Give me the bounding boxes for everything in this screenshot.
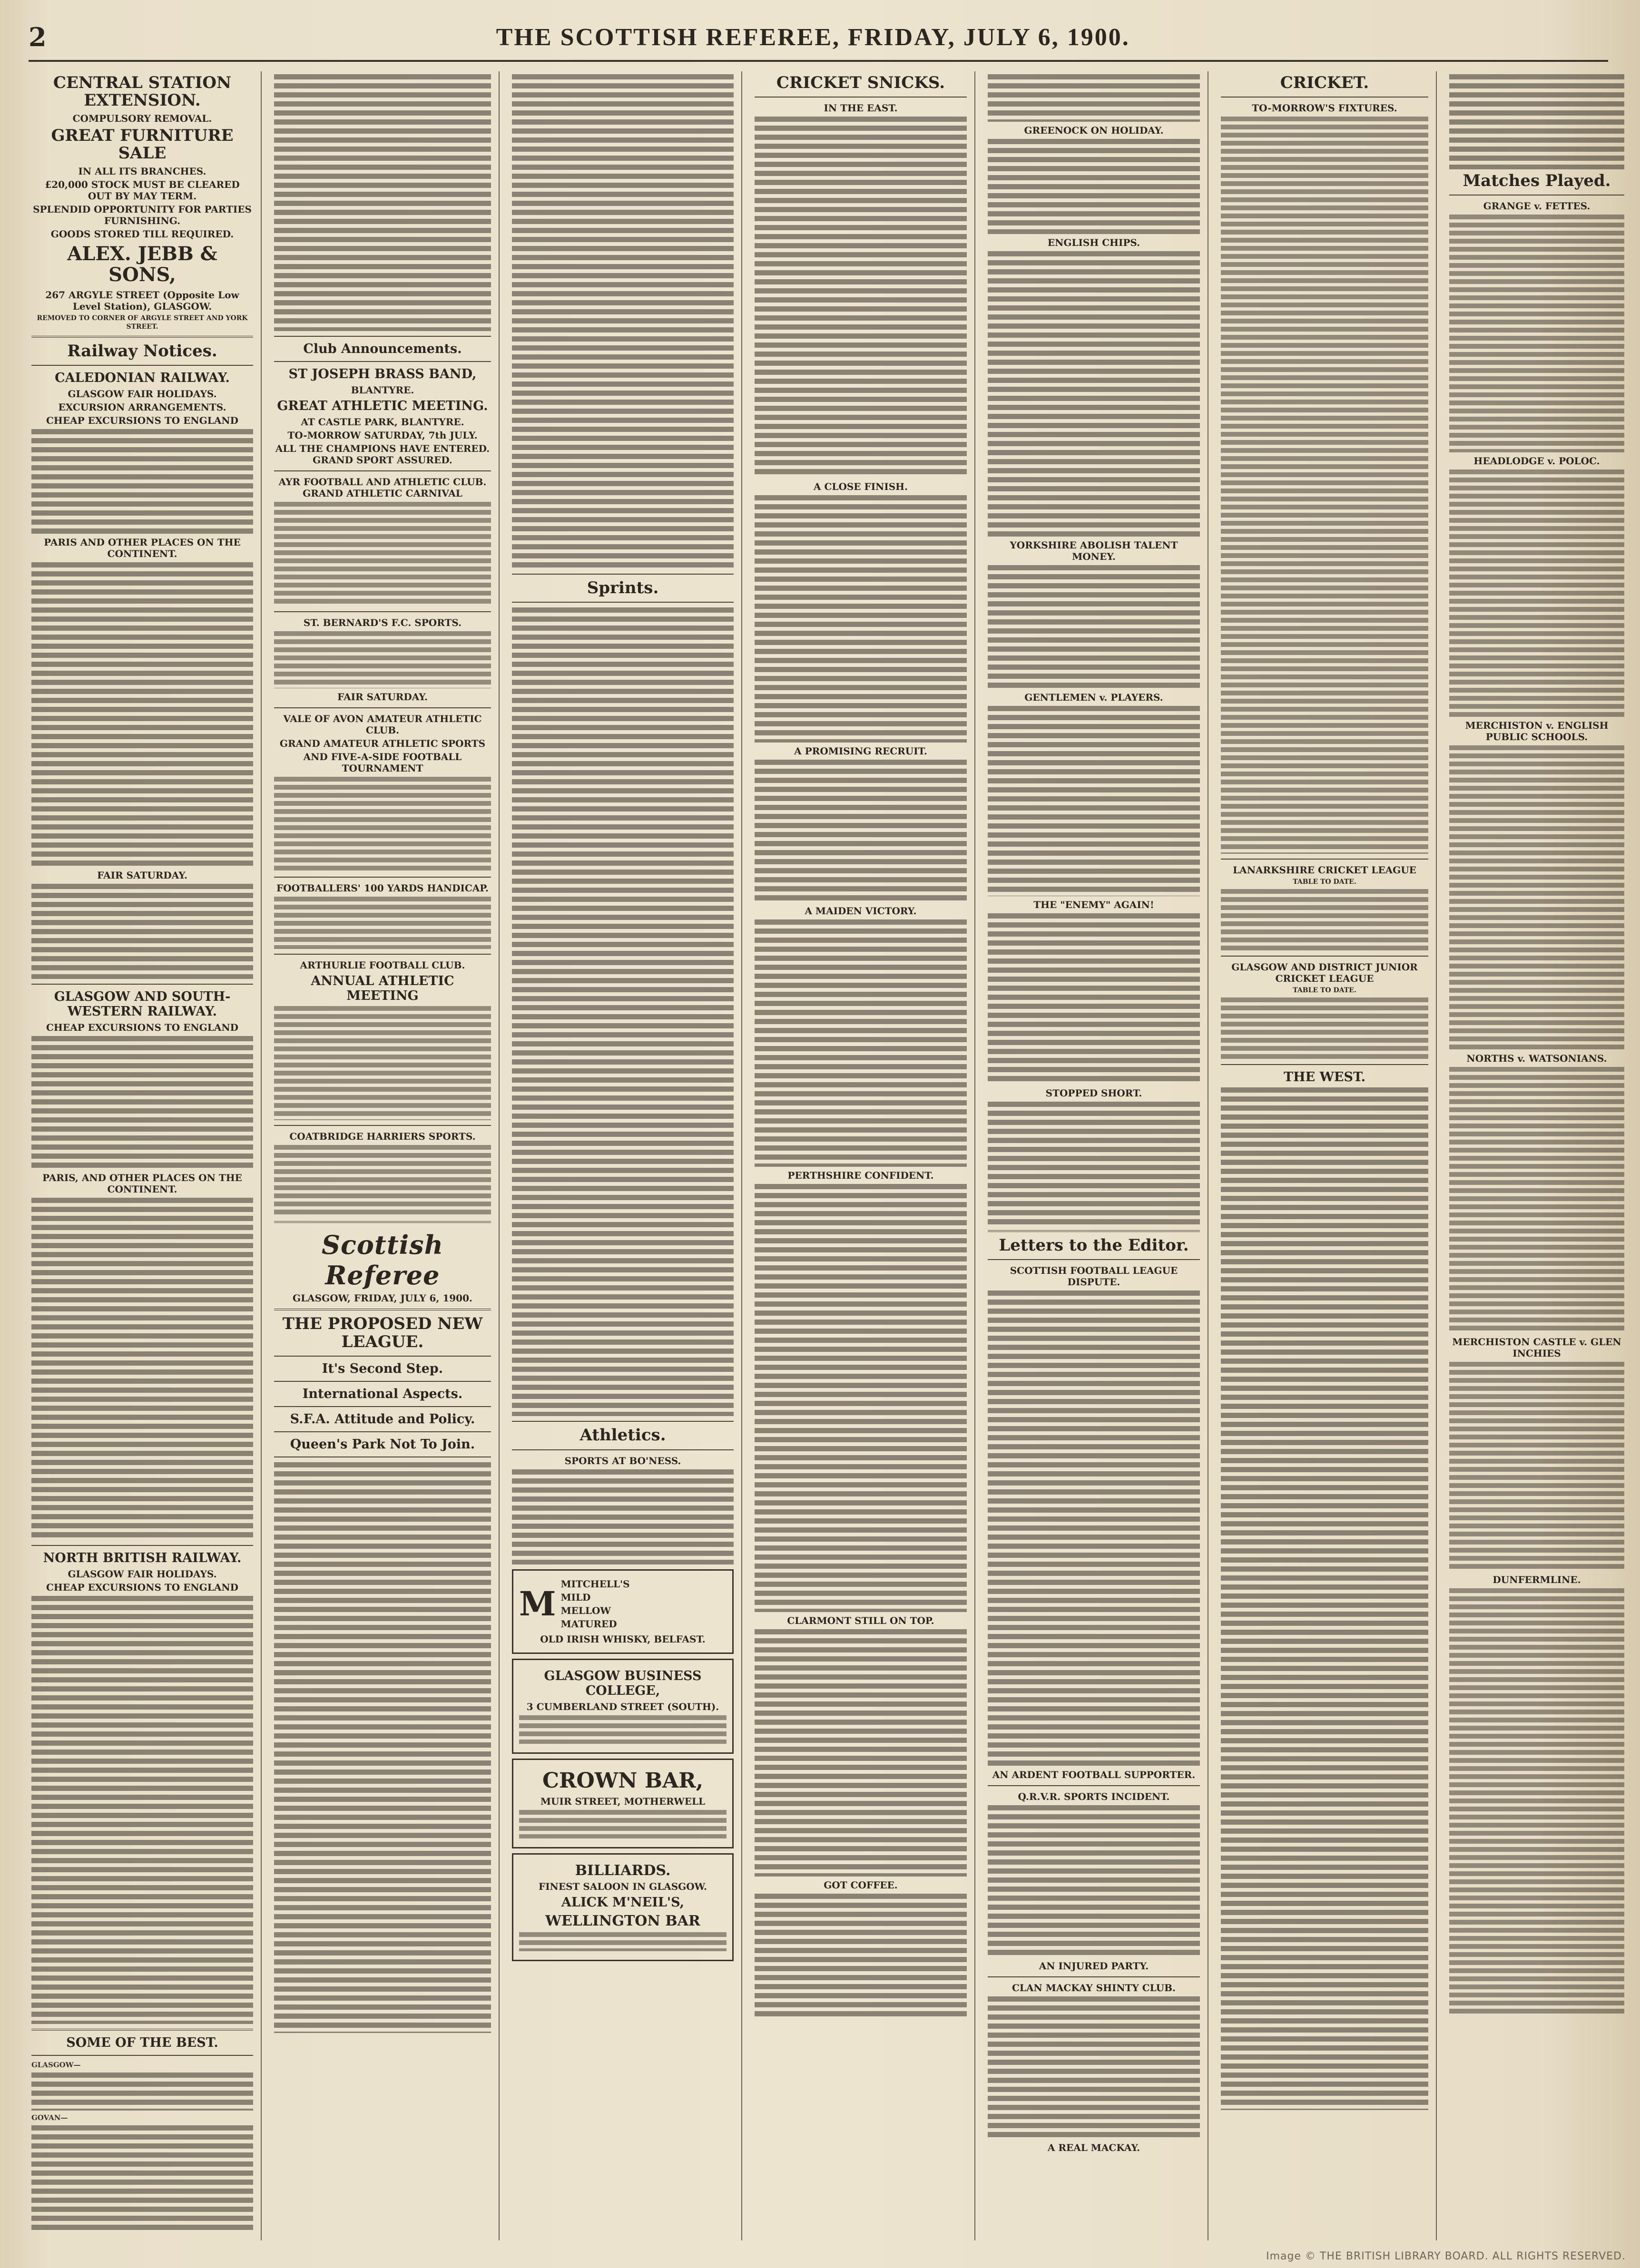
article-body — [755, 760, 967, 902]
article-subhead: SPORTS AT BO'NESS. — [564, 1455, 681, 1466]
signature: AN INJURED PARTY. — [1039, 1960, 1149, 1972]
article-body — [755, 117, 967, 478]
body-text — [31, 429, 253, 534]
notice-sub: ANNUAL ATHLETIC MEETING — [311, 974, 454, 1004]
scorecard — [1449, 1588, 1624, 2016]
signature: A REAL MACKAY. — [1047, 2142, 1140, 2154]
section-heading: Club Announcements. — [303, 342, 462, 356]
article-subhead: ENGLISH CHIPS. — [1047, 237, 1140, 248]
notice-sub: FAIR SATURDAY. — [97, 870, 187, 881]
signature: AN ARDENT FOOTBALL SUPPORTER. — [992, 1769, 1196, 1781]
ad-line: SPLENDID OPPORTUNITY FOR PARTIES FURNISHING. — [33, 203, 252, 226]
article-body — [988, 913, 1200, 1085]
issue-date: GLASGOW, FRIDAY, JULY 6, 1900. — [293, 1292, 472, 1304]
article-body — [988, 139, 1200, 234]
notice-heading: ST. BERNARD'S F.C. SPORTS. — [303, 617, 462, 629]
article-subhead: CLARMONT STILL ON TOP. — [787, 1615, 934, 1627]
column-4 — [747, 71, 975, 2240]
scorecard — [1449, 215, 1624, 452]
masthead — [29, 14, 1608, 62]
column-3 — [504, 71, 742, 2240]
body-text — [274, 1006, 491, 1120]
list-label: GOVAN— — [31, 2113, 68, 2122]
copyright-notice: Image © THE BRITISH LIBRARY BOARD. ALL RIGHTS RESERVED. — [1266, 2250, 1626, 2262]
notice-heading: ARTHURLIE FOOTBALL CLUB. — [300, 959, 465, 971]
article-subhead: International Aspects. — [302, 1387, 463, 1402]
fixture-list — [1221, 117, 1428, 854]
ad-removed: REMOVED TO CORNER OF ARGYLE STREET AND YORK STREET. — [37, 314, 248, 331]
body-text — [274, 631, 491, 688]
section-heading: Railway Notices. — [67, 341, 217, 361]
article-body — [755, 1629, 967, 1877]
column-6 — [1213, 71, 1437, 2240]
article-subhead: A MAIDEN VICTORY. — [805, 905, 917, 917]
match-heading: MERCHISTON v. ENGLISH PUBLIC SCHOOLS. — [1465, 720, 1609, 743]
article-body — [755, 1894, 967, 2017]
notice-sub: GRAND AMATEUR ATHLETIC SPORTS — [279, 738, 486, 750]
article-subhead: Q.R.V.R. SPORTS INCIDENT. — [1018, 1791, 1170, 1803]
article-body — [988, 74, 1200, 122]
notice-heading: GLASGOW AND SOUTH-WESTERN RAILWAY. — [54, 989, 231, 1019]
newspaper-title: THE SCOTTISH REFEREE, FRIDAY, JULY 6, 1900. — [496, 23, 1130, 51]
whisky-advert: M MITCHELL'S MILD MELLOW MATURED OLD IRISH WHISKY, BELFAST. — [512, 1569, 734, 1654]
college-advert: GLASGOW BUSINESS COLLEGE, 3 CUMBERLAND STREET (SOUTH). — [512, 1659, 734, 1754]
article-subhead: It's Second Step. — [322, 1361, 443, 1377]
ad-line: £20,000 STOCK MUST BE CLEARED OUT BY MAY TERM. — [45, 178, 240, 202]
body-text — [31, 2072, 253, 2111]
body-text — [31, 1036, 253, 1169]
notice-sub: CHEAP EXCURSIONS TO ENGLAND — [46, 1582, 238, 1593]
body-text — [274, 1145, 491, 1216]
letter-body — [988, 1805, 1200, 1957]
list-label: GLASGOW— — [31, 2061, 81, 2070]
notice-heading: NORTH BRITISH RAILWAY. — [43, 1551, 242, 1566]
ad-line: GOODS STORED TILL REQUIRED. — [50, 228, 234, 240]
notice-heading: VALE OF AVON AMATEUR ATHLETIC CLUB. — [283, 713, 482, 736]
article-subhead: TO-MORROW'S FIXTURES. — [1252, 102, 1397, 114]
notice-sub: PARIS AND OTHER PLACES ON THE CONTINENT. — [44, 537, 241, 559]
billiards-advert: BILLIARDS. FINEST SALOON IN GLASGOW. ALICK M'NEIL'S, WELLINGTON BAR — [512, 1853, 734, 1961]
article-body — [512, 74, 734, 569]
notice-heading: GREAT ATHLETIC MEETING. — [277, 399, 488, 414]
table-heading: LANARKSHIRE CRICKET LEAGUE — [1233, 864, 1416, 876]
table-subheading: TABLE TO DATE. — [1293, 987, 1356, 995]
body-text — [31, 884, 253, 979]
notice-sub: CHEAP EXCURSIONS TO ENGLAND — [46, 415, 238, 426]
page-number: 2 — [29, 22, 47, 52]
notice-sub: GLASGOW FAIR HOLIDAYS. — [68, 388, 217, 400]
body-text — [31, 1198, 253, 1540]
notice-sub: AT CASTLE PARK, BLANTYRE. — [301, 416, 464, 428]
notice-sub: CHEAP EXCURSIONS TO ENGLAND — [46, 1022, 238, 1034]
notice-sub: FAIR SATURDAY. — [337, 691, 428, 703]
table-subheading: TABLE TO DATE. — [1293, 878, 1356, 886]
section-heading: Letters to the Editor. — [999, 1236, 1189, 1255]
body-text — [31, 2125, 253, 2230]
body-text — [31, 1596, 253, 2024]
article-body — [1221, 1087, 1428, 2110]
league-table — [1221, 997, 1428, 1059]
letter-body — [988, 1290, 1200, 1766]
scorecard — [1449, 745, 1624, 1050]
ad-headline: GREAT FURNITURE SALE — [51, 126, 234, 163]
column-5 — [980, 71, 1208, 2240]
match-heading: NORTHS v. WATSONIANS. — [1466, 1053, 1607, 1065]
article-subhead: A CLOSE FINISH. — [813, 481, 908, 493]
notice-sub: ALL THE CHAMPIONS HAVE ENTERED. GRAND SPORT ASSURED. — [275, 443, 490, 466]
scorecard — [1449, 1362, 1624, 1571]
match-heading: HEADLODGE v. POLOC. — [1473, 455, 1600, 467]
notice-sub: EXCURSION ARRANGEMENTS. — [58, 401, 226, 413]
column-1 — [24, 71, 262, 2240]
article-body — [988, 706, 1200, 896]
article-subhead: YORKSHIRE ABOLISH TALENT MONEY. — [1010, 539, 1178, 562]
body-text — [31, 562, 253, 867]
section-heading: Matches Played. — [1463, 171, 1611, 190]
ad-sub: IN ALL ITS BRANCHES. — [78, 165, 206, 177]
crown-bar-advert: CROWN BAR, MUIR STREET, MOTHERWELL — [512, 1759, 734, 1848]
body-text — [274, 897, 491, 949]
notice-sub: TO-MORROW SATURDAY, 7th JULY. — [287, 430, 478, 441]
ad-initial: M — [519, 1584, 556, 1624]
article-body — [988, 251, 1200, 537]
section-heading: THE WEST. — [1284, 1070, 1365, 1085]
section-heading: Sprints. — [587, 578, 659, 597]
article-subhead: GENTLEMEN v. PLAYERS. — [1024, 692, 1163, 703]
section-heading: CRICKET SNICKS. — [776, 73, 945, 92]
ad-firm: ALEX. JEBB & SONS, — [67, 242, 217, 286]
notice-sub: AND FIVE-A-SIDE FOOTBALL TOURNAMENT — [303, 751, 462, 774]
notice-sub: PARIS, AND OTHER PLACES ON THE CONTINENT. — [42, 1172, 242, 1195]
article-subhead: A PROMISING RECRUIT. — [794, 745, 927, 757]
article-body — [1449, 74, 1624, 169]
body-text — [274, 74, 491, 331]
league-table — [1221, 889, 1428, 951]
match-heading: MERCHISTON CASTLE v. GLEN INCHIES — [1452, 1336, 1621, 1359]
notice-heading: COATBRIDGE HARRIERS SPORTS. — [289, 1131, 476, 1143]
notice-sub: BLANTYRE. — [351, 384, 414, 396]
letter-body — [988, 1996, 1200, 2139]
match-heading: GRANGE v. FETTES. — [1483, 200, 1591, 212]
article-subhead: STOPPED SHORT. — [1045, 1087, 1142, 1099]
article-subhead: PERTHSHIRE CONFIDENT. — [787, 1170, 934, 1182]
section-heading: Athletics. — [579, 1426, 666, 1445]
ad-line: OLD IRISH WHISKY, BELFAST. — [540, 1633, 706, 1645]
table-heading: GLASGOW AND DISTRICT JUNIOR CRICKET LEAGUE — [1231, 961, 1418, 985]
article-subhead: GOT COFFEE. — [824, 1879, 898, 1891]
notice-heading: ST JOSEPH BRASS BAND, — [288, 367, 477, 382]
article-body — [274, 1462, 491, 2033]
scorecard — [1449, 1067, 1624, 1333]
ad-address: 267 ARGYLE STREET (Opposite Low Level Station), GLASGOW. — [45, 289, 239, 312]
article-subhead: S.F.A. Attitude and Policy. — [290, 1412, 475, 1427]
match-heading: DUNFERMLINE. — [1493, 1574, 1581, 1586]
article-subhead: THE "ENEMY" AGAIN! — [1033, 899, 1154, 910]
article-subhead: Queen's Park Not To Join. — [290, 1437, 475, 1452]
article-headline: THE PROPOSED NEW LEAGUE. — [282, 1314, 483, 1351]
ad-sub: COMPULSORY REMOVAL. — [72, 112, 212, 124]
column-7 — [1442, 71, 1632, 2240]
article-subhead: GREENOCK ON HOLIDAY. — [1024, 125, 1164, 136]
article-body — [755, 1184, 967, 1612]
article-subhead: CLAN MACKAY SHINTY CLUB. — [1012, 1982, 1176, 1994]
column-2 — [266, 71, 500, 2240]
notice-heading: AYR FOOTBALL AND ATHLETIC CLUB. GRAND ATHLETIC CARNIVAL — [278, 476, 487, 499]
article-subhead: SCOTTISH FOOTBALL LEAGUE DISPUTE. — [1010, 1265, 1178, 1288]
article-body — [512, 1469, 734, 1564]
body-text — [274, 502, 491, 606]
article-body — [512, 607, 734, 1416]
section-heading: CRICKET. — [1280, 73, 1369, 92]
ad-headline: CENTRAL STATION EXTENSION. — [53, 73, 232, 110]
notice-sub: GLASGOW FAIR HOLIDAYS. — [68, 1568, 217, 1580]
article-body — [988, 1102, 1200, 1225]
newspaper-logo: Scottish Referee — [322, 1230, 443, 1291]
article-body — [988, 565, 1200, 689]
article-body — [755, 495, 967, 743]
article-subhead: IN THE EAST. — [824, 102, 898, 114]
scorecard — [1449, 469, 1624, 717]
body-text — [274, 777, 491, 872]
notice-heading: CALEDONIAN RAILWAY. — [55, 370, 230, 385]
section-heading: SOME OF THE BEST. — [66, 2035, 218, 2051]
article-body — [755, 919, 967, 1167]
notice-heading: FOOTBALLERS' 100 YARDS HANDICAP. — [276, 882, 489, 894]
